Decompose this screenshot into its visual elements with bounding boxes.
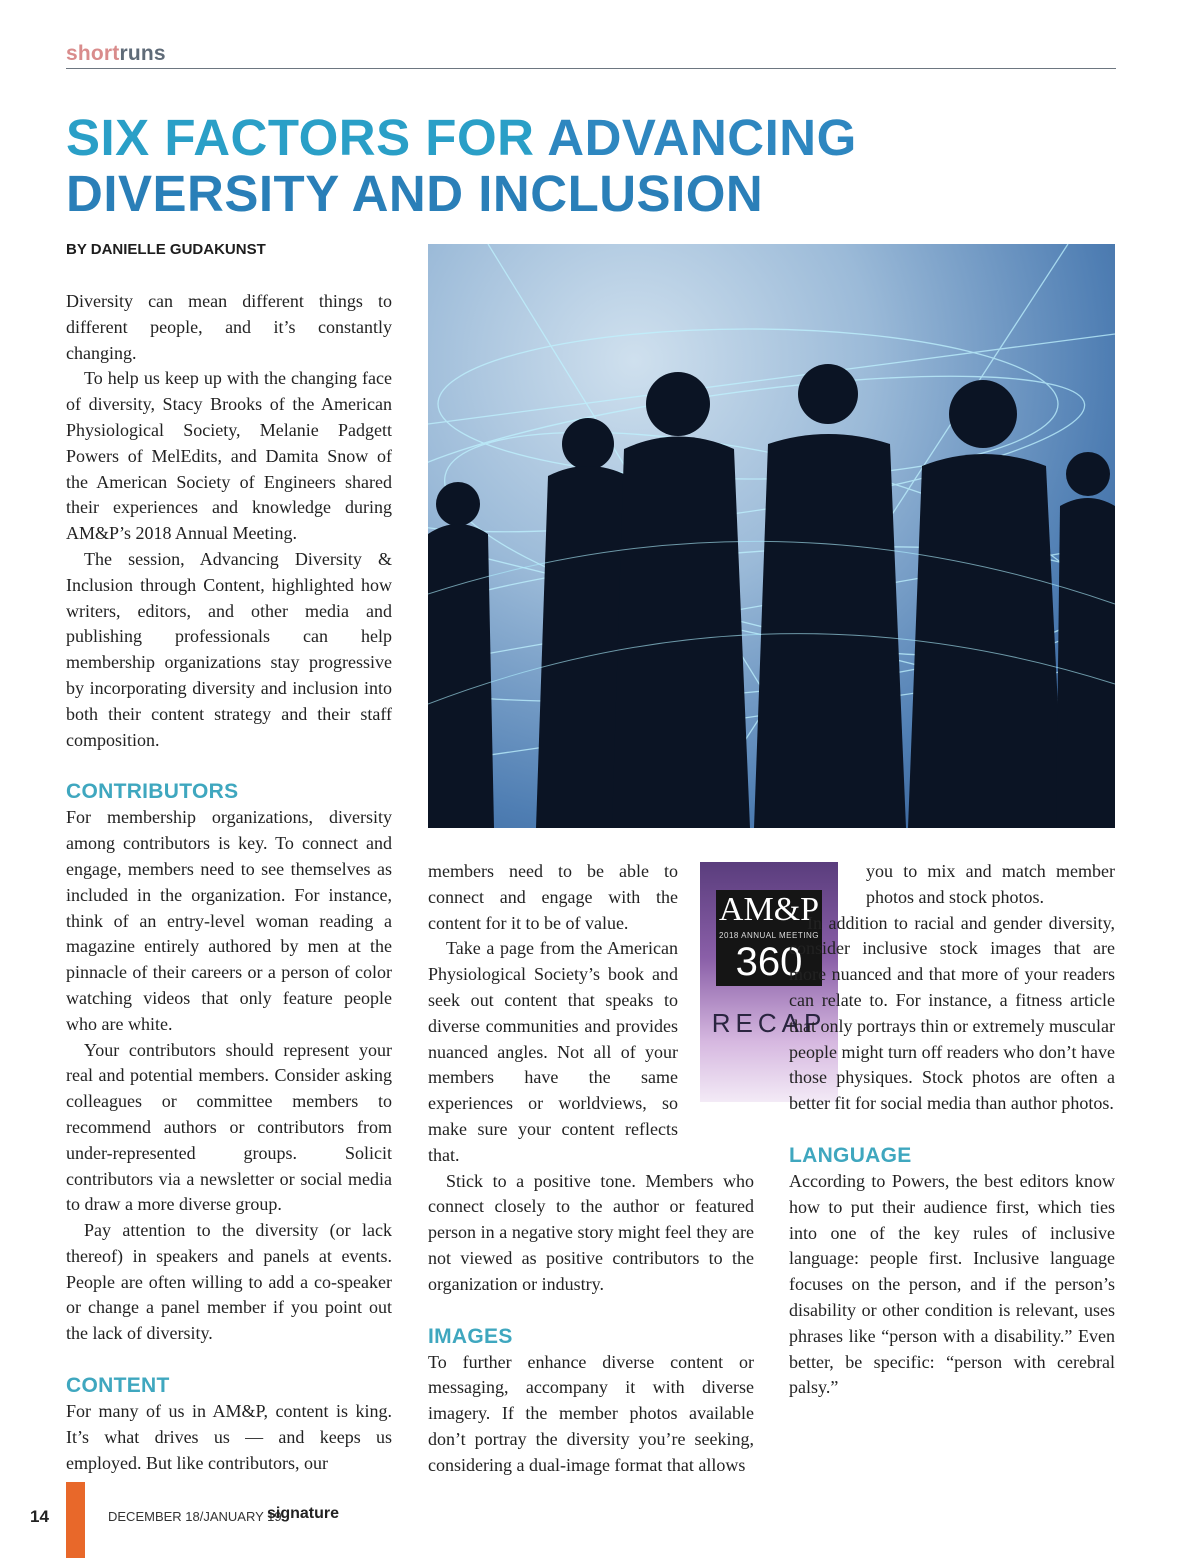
body-paragraph: According to Powers, the best editors know how to put their audience first, which ties into one of the key rules of inclusive language: people first. Inclusive language focuses on the person, and if the person’s disability or other condition is relevant, uses phrases like “person with a disability.” Even better, be specific: “person with cerebral palsy.” bbox=[789, 1170, 1115, 1398]
body-paragraph: In addition to racial and gender diversity, consider inclusive stock images that are more nuanced and that more of your readers can relate to. For instance, a fitness article that only portrays thin or extremely muscular people might turn off readers who don’t have those physiques. Stock photos are often a better fit for social media than author photos. bbox=[789, 912, 1115, 1114]
intro-paragraph: The session, Advancing Diversity & Inclusion through Content, highlighted how writers, editors, and other media and publishing professionals can help membership organizations stay progressive by incorporating diversity and inclusion into both their content strategy and their staff composition. bbox=[66, 548, 392, 750]
body-paragraph: For many of us in AM&P, content is king. It’s what drives us — and keeps us employed. But like contributors, our bbox=[66, 1401, 392, 1473]
badge-recap: RECAP bbox=[711, 1008, 827, 1038]
heading-language: LANGUAGE bbox=[789, 1143, 912, 1167]
body-paragraph: members need to be able to connect and engage with the content for it to be of value. bbox=[428, 861, 678, 933]
byline: BY DANIELLE GUDAKUNST bbox=[66, 241, 266, 258]
body-paragraph: For membership organizations, diversity among contributors is key. To connect and engage, members need to see themselves as included in the organization. For instance, think of an entry-level woman reading a magazine entirely authored by men at the pinnacle of their careers or a person of color watching videos that only feature people who are white. bbox=[66, 807, 392, 1034]
body-paragraph: Take a page from the American Physiological Society’s book and seek out content that speaks to diverse communities and provides nuanced angles. Not all of your members have the same experiences or worldviews, so make sure your content reflects that. bbox=[428, 938, 678, 1165]
body-paragraph: Stick to a positive tone. Members who connect closely to the author or featured person in a negative story might feel they are not viewed as positive contributors to the organization or industry. bbox=[428, 1170, 754, 1294]
intro-paragraph: Diversity can mean different things to different people, and it’s constantly changing. bbox=[66, 291, 392, 363]
heading-content: CONTENT bbox=[66, 1374, 170, 1398]
column-3 bbox=[789, 859, 1115, 1401]
amp-logo: AM&P bbox=[718, 891, 820, 928]
page-number: 14 bbox=[30, 1507, 49, 1526]
badge-number: 360 bbox=[735, 940, 803, 984]
hero-photo-silhouettes bbox=[428, 244, 1115, 828]
body-paragraph: To further enhance diverse content or messaging, accompany it with diverse imagery. If the member photos available don’t portray the diversity you’re seeking, considering a dual-image format that allows bbox=[428, 1351, 754, 1475]
badge-meeting: 2018 ANNUAL MEETING bbox=[719, 931, 819, 940]
intro-paragraph: To help us keep up with the changing face of diversity, Stacy Brooks of the American Physiological Society, Melanie Padgett Powers of MelEdits, and Damita Snow of the American Society of Engineers shared their experiences and knowledge during AM&P’s 2018 Annual Meeting. bbox=[66, 368, 392, 544]
issue-date: DECEMBER 18/JANUARY 19 bbox=[108, 1509, 282, 1524]
body-paragraph: Your contributors should represent your real and potential members. Consider asking colleagues or committee members to recommend authors or contributors from under-represented groups. Solicit contributors via a newsletter or social media to draw a more diverse group. bbox=[66, 1039, 392, 1215]
folio-accent-bar bbox=[66, 1482, 85, 1558]
article-headline: SIX FACTORS FOR ADVANCING DIVERSITY AND INCLUSION bbox=[66, 109, 857, 222]
column-2 bbox=[428, 859, 754, 1479]
body-paragraph: you to mix and match member photos and stock photos. bbox=[866, 861, 1115, 907]
magazine-name: signature bbox=[267, 1505, 340, 1522]
section-tag: shortruns bbox=[66, 42, 166, 65]
column-1 bbox=[66, 289, 392, 1476]
heading-contributors: CONTRIBUTORS bbox=[66, 780, 239, 804]
heading-images: IMAGES bbox=[428, 1324, 513, 1348]
network-people-illustration bbox=[428, 244, 1115, 828]
header-rule bbox=[66, 68, 1116, 69]
body-paragraph: Pay attention to the diversity (or lack thereof) in speakers and panels at events. People are often willing to add a co-speaker or change a panel member if you point out the lack of diversity. bbox=[66, 1220, 392, 1344]
